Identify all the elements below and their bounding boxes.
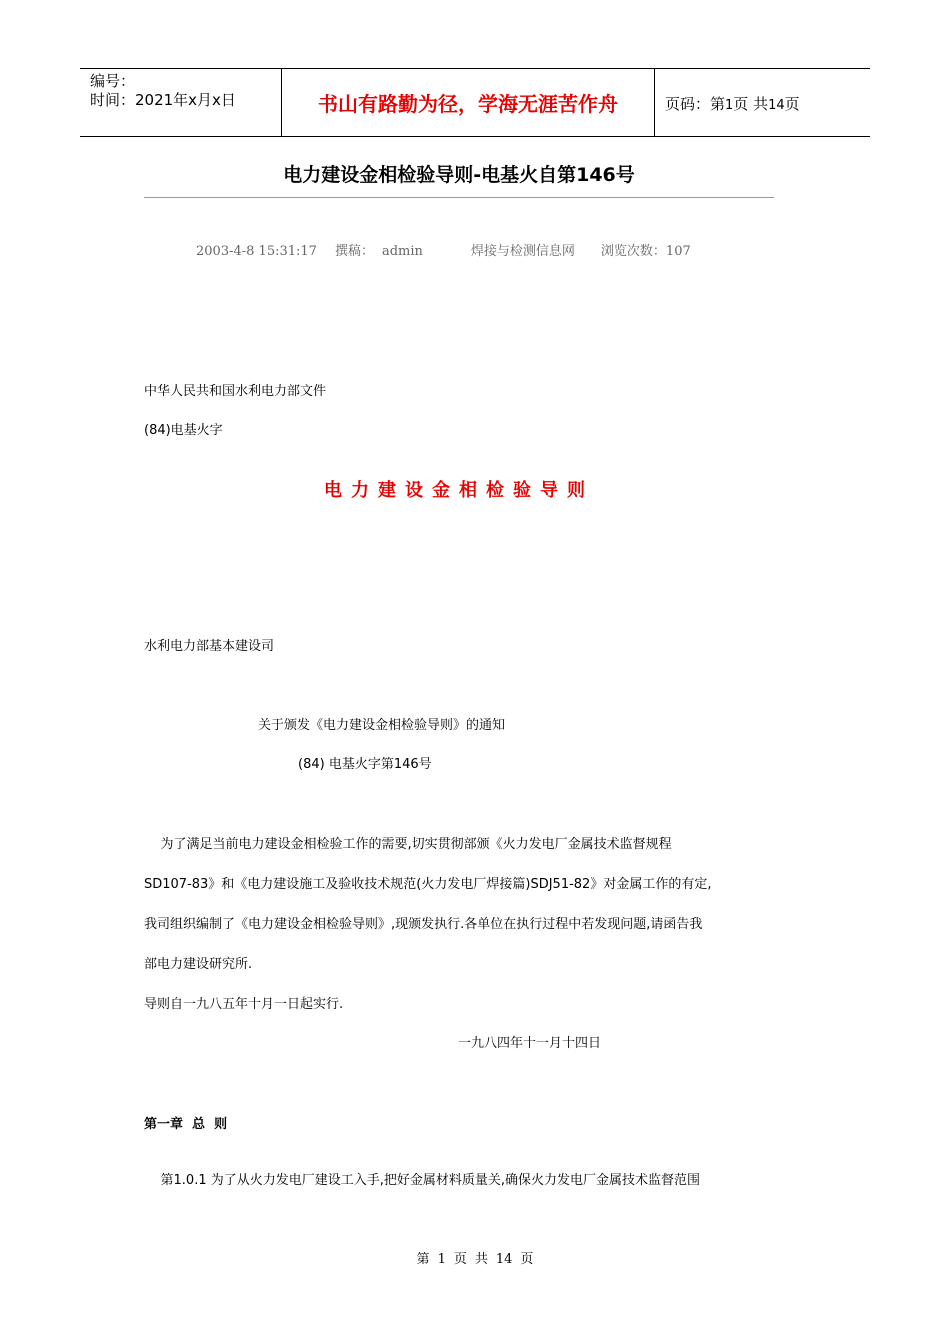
meta-author (335, 244, 453, 259)
header-page-indicator (665, 93, 800, 114)
meta-views (601, 244, 691, 259)
page-mid: 页 共 (733, 95, 769, 113)
page-total: 14 (768, 98, 785, 113)
footer-total: 14 (495, 1252, 513, 1267)
footer-ye: 页 (520, 1252, 534, 1267)
article-meta (196, 240, 709, 259)
issue-date: 一九八四年十一月十四日 (458, 1036, 602, 1051)
issuer-line: 中华人民共和国水利电力部文件 (144, 384, 327, 399)
meta-author-name: admin (381, 244, 423, 259)
header-divider (654, 69, 655, 136)
footer-gong: 共 (474, 1252, 488, 1267)
department-line: 水利电力部基本建设司 (144, 639, 275, 654)
article-clause: 第1.0.1 为了从火力发电厂建设工入手,把好金属材料质量关,确保火力发电厂金属技术监督范围 (144, 1173, 701, 1188)
paragraph-line: 部电力建设研究所. (144, 957, 253, 972)
footer-page: 1 (437, 1252, 446, 1267)
meta-datetime: 2003-4-8 15:31:17 (196, 244, 317, 259)
notice-title: 关于颁发《电力建设金相检验导则》的通知 (258, 718, 506, 733)
page-prefix: 页码：第 (665, 95, 726, 113)
paragraph-line: 我司组织编制了《电力建设金相检验导则》,现颁发执行.各单位在执行过程中若发现问题,请函告我 (144, 917, 703, 932)
page-title: 电力建设金相检验导则-电基火自第146号 (283, 164, 635, 186)
notice-number: (84) 电基火字第146号 (298, 757, 432, 772)
doc-number: (84)电基火字 (144, 423, 223, 438)
document-red-title: 电力建设金相检验导则 (324, 480, 594, 501)
footer-ye: 页 (453, 1252, 467, 1267)
chapter-heading: 第一章 总 则 (144, 1117, 228, 1132)
page-footer (0, 1248, 950, 1267)
header-motto: 书山有路勤为径，学海无涯苦作舟 (318, 92, 618, 116)
page-current: 1 (725, 98, 734, 113)
paragraph-line: 为了满足当前电力建设金相检验工作的需要,切实贯彻部颁《火力发电厂金属技术监督规程 (144, 837, 672, 852)
meta-source: 焊接与检测信息网 (470, 244, 575, 259)
time-label: 时间：2021年x月x日 (90, 91, 236, 109)
page-suffix: 页 (784, 95, 800, 113)
effective-date-line: 导则自一九八五年十月一日起实行. (144, 997, 344, 1012)
meta-views-label: 浏览次数： (600, 244, 666, 259)
title-divider (144, 197, 774, 198)
footer-di: 第 (416, 1252, 430, 1267)
header-table (80, 68, 870, 137)
header-left-cell (90, 72, 236, 110)
serial-label: 编号： (90, 72, 136, 90)
paragraph-line: SD107-83》和《电力建设施工及验收技术规范(火力发电厂焊接篇)SDJ51-82》对金属工作的有定, (144, 877, 712, 892)
meta-author-label: 撰稿： (334, 244, 374, 259)
meta-views-count: 107 (665, 244, 691, 259)
